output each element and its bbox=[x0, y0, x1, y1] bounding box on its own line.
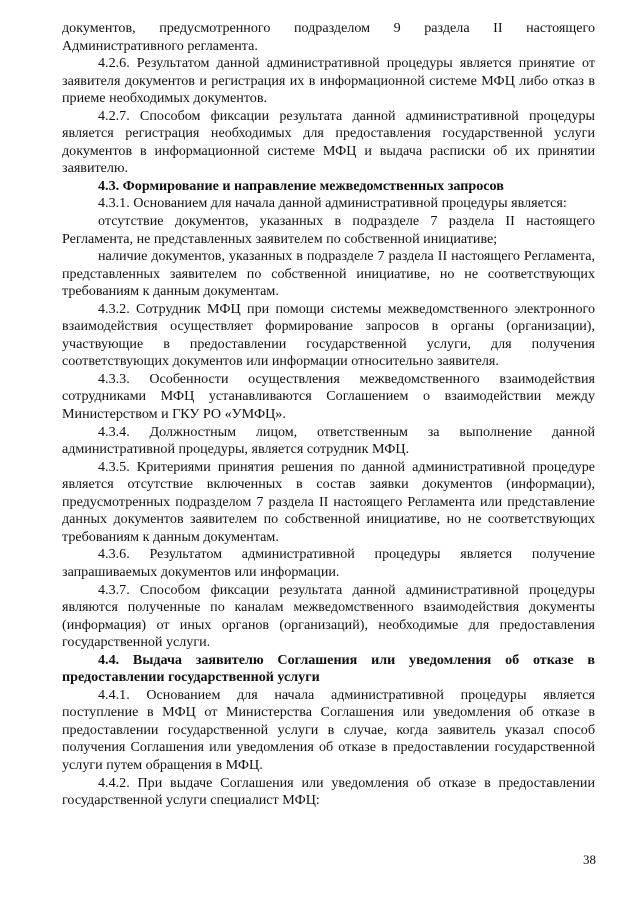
paragraph-4-3-1-b: наличие документов, указанных в подразделе 7 раздела II настоящего Регламента, представленных заявителем по собственной инициативе, но не соответствующих требованиям к данным документам. bbox=[62, 248, 595, 300]
paragraph-4-3-1: 4.3.1. Основанием для начала данной административной процедуры является: bbox=[98, 195, 567, 212]
paragraph-4-3-6: 4.3.6. Результатом административной процедуры является получение запрашиваемых документов или информации. bbox=[62, 546, 595, 580]
document-page bbox=[62, 20, 595, 810]
paragraph-4-4-2: 4.4.2. При выдаче Соглашения или уведомления об отказе в предоставлении государственной услуги специалист МФЦ: bbox=[62, 774, 595, 809]
paragraph-4-2-6: 4.2.6. Результатом данной административной процедуры является принятие от заявителя документов и регистрация их в информационной системе МФЦ либо отказ в приеме необходимых документов. bbox=[62, 55, 595, 107]
paragraph-4-2-7: 4.2.7. Способом фиксации результата данной административной процедуры является регистрация необходимых для предоставления государственной услуги документов в информационной системе МФЦ и выдача расписки об их принятии заявителю. bbox=[62, 107, 595, 177]
paragraph-4-4-1: 4.4.1. Основанием для начала административной процедуры является поступление в МФЦ от Министерства Соглашения или уведомления об отказе в предоставлении государственной услуги в случае, когда заявитель указал способ получения Соглашения или уведомления об отказе в предоставлении государственной услуги путем обращения в МФЦ. bbox=[62, 686, 595, 773]
paragraph-4-3-7: 4.3.7. Способом фиксации результата данной административной процедуры являются полученные по каналам межведомственного взаимодействия документы (информация) от иных органов (организаций), необходимые для предоставления государственной услуги. bbox=[62, 581, 595, 651]
paragraph-4-3-4: 4.3.4. Должностным лицом, ответственным за выполнение данной административной процедуры, является сотрудник МФЦ. bbox=[62, 423, 595, 458]
paragraph-4-3-2: 4.3.2. Сотрудник МФЦ при помощи системы межведомственного электронного взаимодействия осуществляет формирование запросов в органы (организации), участвующие в предоставлении государственной услуги, для получения соответствующих документов или информации относительно заявителя. bbox=[62, 300, 595, 370]
page-number: 38 bbox=[583, 852, 596, 867]
paragraph-4-3-5: 4.3.5. Критериями принятия решения по данной административной процедуре является отсутствие включенных в состав заявки документов (информации), предусмотренных подразделом 7 раздела II настоящего Регламента или представление данных документов заявителем по собственной инициативе, но не соответствующих требованиям к данным документам. bbox=[62, 458, 595, 545]
section-heading-4-3: 4.3. Формирование и направление межведомственных запросов bbox=[98, 177, 504, 194]
paragraph-intro: документов, предусмотренного подразделом 9 раздела II настоящего Административного регламента. bbox=[62, 20, 595, 54]
section-heading-4-4: 4.4. Выдача заявителю Соглашения или уведомления об отказе в предоставлении государственной услуги bbox=[62, 651, 595, 686]
paragraph-4-3-1-a: отсутствие документов, указанных в подразделе 7 раздела II настоящего Регламента, не представленных заявителем по собственной инициативе; bbox=[62, 213, 595, 247]
paragraph-4-3-3: 4.3.3. Особенности осуществления межведомственного взаимодействия сотрудниками МФЦ устанавливаются Соглашением о взаимодействии между Министерством и ГКУ РО «УМФЦ». bbox=[62, 370, 595, 423]
